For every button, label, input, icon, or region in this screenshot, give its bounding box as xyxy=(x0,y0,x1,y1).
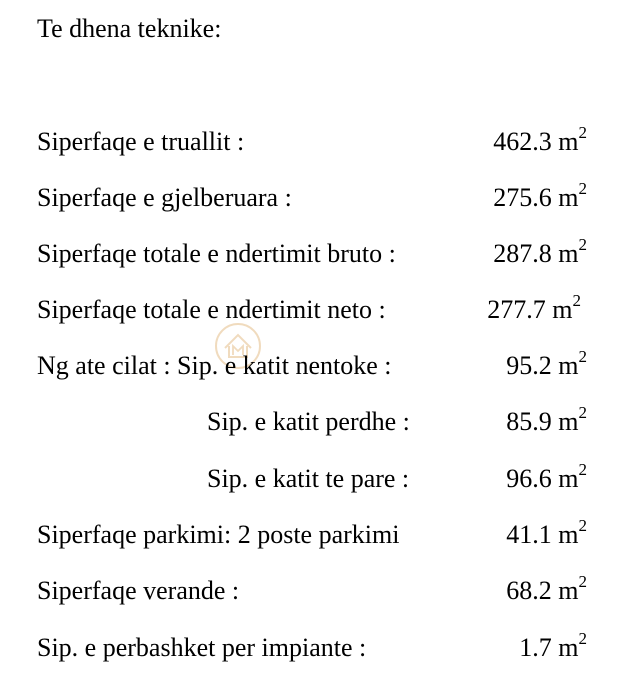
row-nentoke xyxy=(0,348,644,384)
row-label: Ng ate cilat : Sip. e katit nentoke : xyxy=(37,351,392,380)
row-verande xyxy=(0,573,644,609)
row-impiante xyxy=(0,630,644,666)
document-heading: Te dhena teknike: xyxy=(37,14,222,43)
row-parkimi xyxy=(0,517,644,553)
row-label: Siperfaqe totale e ndertimit neto : xyxy=(37,295,386,324)
row-value: 1.7 $m^2$ xyxy=(519,629,587,662)
row-value: 277.7 $m^2$ xyxy=(487,291,581,324)
row-value: 68.2 $m^2$ xyxy=(506,572,587,605)
row-label: Sip. e katit te pare : xyxy=(207,464,410,493)
row-bruto xyxy=(0,236,644,272)
row-label: Sip. e perbashket per impiante : xyxy=(37,633,367,662)
row-value: 41.1 $m^2$ xyxy=(506,516,587,549)
row-value: 462.3 $m^2$ xyxy=(493,123,587,156)
row-value: 287.8 $m^2$ xyxy=(493,235,587,268)
row-label: Siperfaqe parkimi: 2 poste parkimi xyxy=(37,520,400,549)
row-perdhe xyxy=(0,404,644,440)
row-truallit xyxy=(0,124,644,160)
row-value: 96.6 $m^2$ xyxy=(506,460,587,493)
row-neto xyxy=(0,292,644,328)
row-label: Siperfaqe verande : xyxy=(37,576,240,605)
row-value: 275.6 $m^2$ xyxy=(493,179,587,212)
row-value: 85.9 $m^2$ xyxy=(506,403,587,436)
row-label: Siperfaqe e gjelberuara : xyxy=(37,183,292,212)
row-gjelberuara xyxy=(0,180,644,216)
row-te-pare xyxy=(0,461,644,497)
row-label: Sip. e katit perdhe : xyxy=(207,407,410,436)
row-value: 95.2 $m^2$ xyxy=(506,347,587,380)
row-label: Siperfaqe totale e ndertimit bruto : xyxy=(37,239,396,268)
row-label: Siperfaqe e truallit : xyxy=(37,127,245,156)
